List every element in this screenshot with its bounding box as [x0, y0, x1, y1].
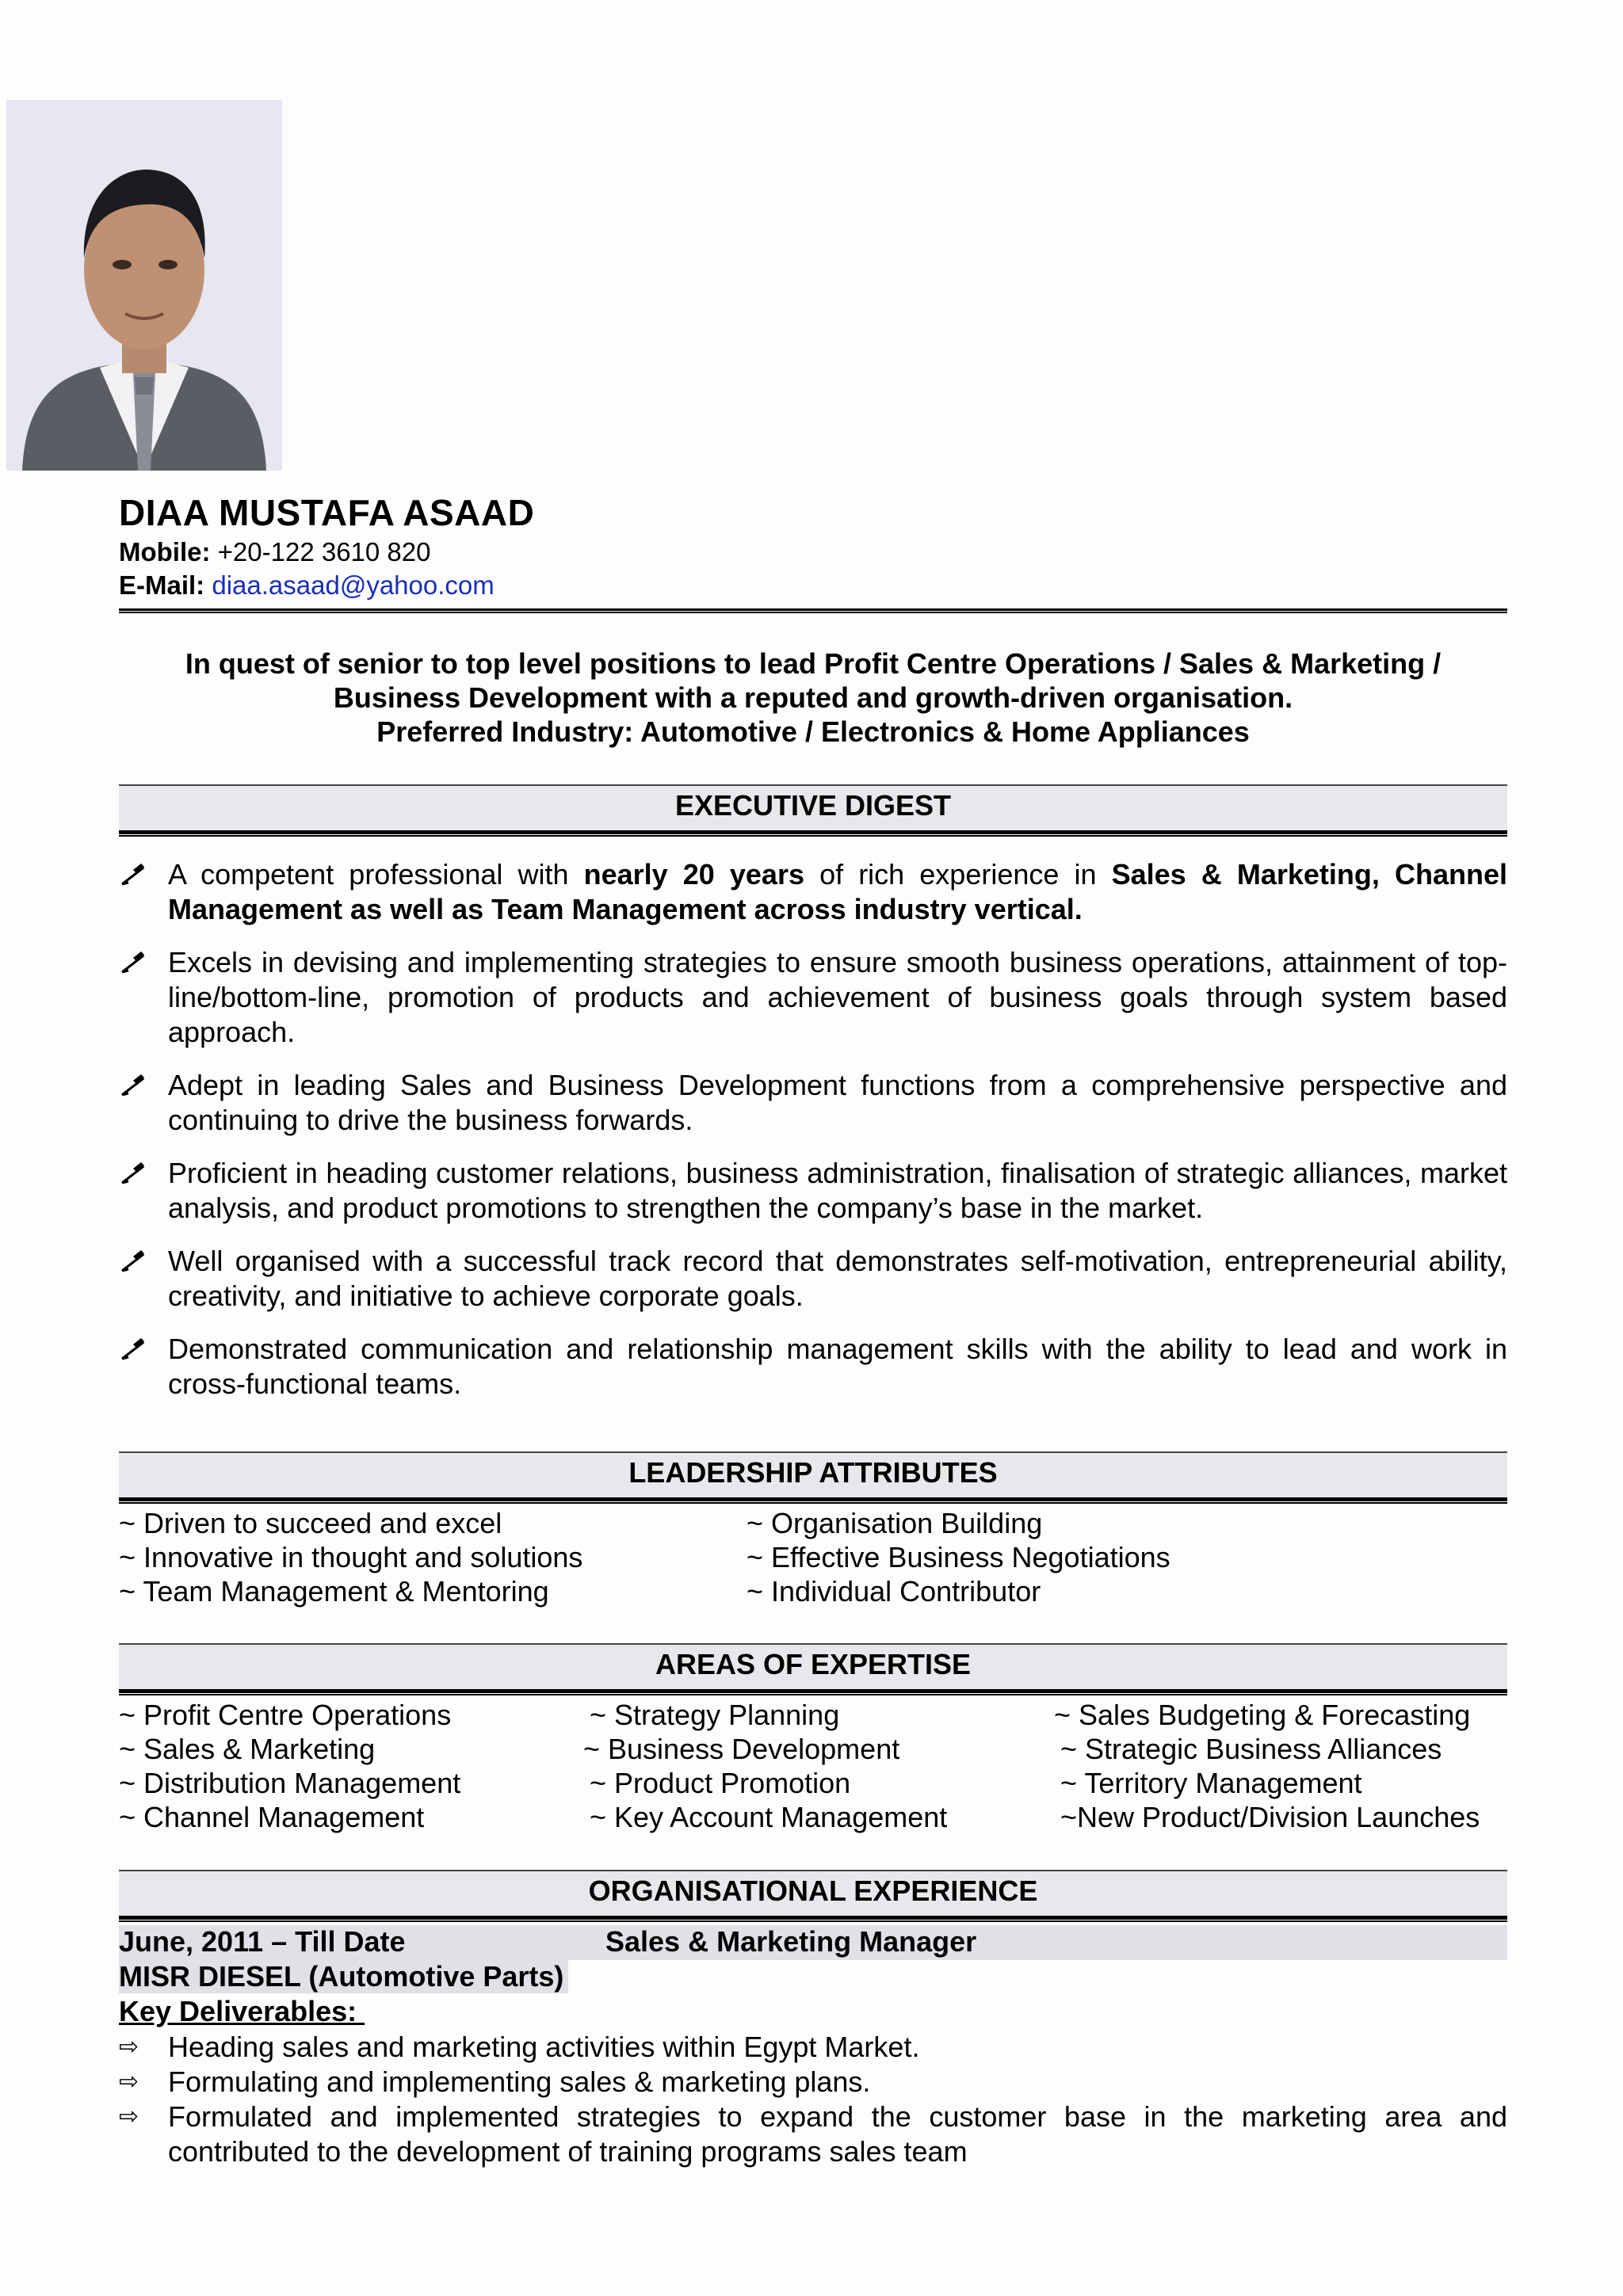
email-label: E-Mail: — [119, 570, 205, 600]
deliverable-item — [119, 2100, 1507, 2169]
section-title-expertise: AREAS OF EXPERTISE — [655, 1648, 972, 1680]
arrow-right-icon: ⇨ — [119, 2034, 139, 2060]
expertise-item: ~ Sales Budgeting & Forecasting — [1054, 1699, 1471, 1731]
digest-text: of rich experience in — [804, 858, 1112, 891]
pen-bullet-icon — [119, 1335, 147, 1363]
expertise-item: ~ Product Promotion — [590, 1767, 851, 1799]
expertise-item: ~ Key Account Management — [590, 1801, 948, 1833]
expertise-item: ~ Strategic Business Alliances — [1060, 1733, 1442, 1765]
digest-text: A competent professional with — [168, 858, 584, 891]
email-line — [119, 570, 495, 601]
section-divider — [119, 1916, 1507, 1922]
digest-item — [119, 1156, 1507, 1226]
digest-item — [119, 857, 1507, 927]
job-role: Sales & Marketing Manager — [605, 1925, 977, 1958]
section-title-leadership: LEADERSHIP ATTRIBUTES — [628, 1456, 998, 1489]
deliverable-text: Formulating and implementing sales & marketing plans. — [168, 2065, 871, 2098]
pen-bullet-icon — [119, 860, 147, 889]
pen-bullet-icon — [119, 1159, 147, 1188]
digest-item — [119, 1332, 1507, 1402]
mobile-label: Mobile: — [119, 537, 211, 566]
mobile-number: +20-122 3610 820 — [217, 537, 431, 566]
leadership-attribute: ~ Effective Business Negotiations — [747, 1541, 1170, 1573]
section-title-executive-digest: EXECUTIVE DIGEST — [674, 789, 952, 822]
digest-text: Excels in devising and implementing strategies to ensure smooth business operations, attainment of top-line/bottom-line, promotion of products and achievement of business goals through system based approach. — [168, 946, 1507, 1048]
job-period: June, 2011 – Till Date — [119, 1925, 406, 1958]
profile-photo — [6, 100, 282, 471]
arrow-right-icon: ⇨ — [119, 2069, 139, 2095]
digest-text: Proficient in heading customer relations, business administration, finalisation of strategic alliances, market analysis, and product promotions to strengthen the company’s base in the market. — [168, 1157, 1507, 1224]
email-link[interactable]: diaa.asaad@yahoo.com — [212, 570, 495, 600]
mobile-line — [119, 537, 431, 567]
deliverable-text: Heading sales and marketing activities within Egypt Market. — [168, 2031, 920, 2063]
expertise-item: ~ Strategy Planning — [590, 1699, 840, 1731]
deliverable-item — [119, 2065, 1507, 2100]
expertise-item: ~New Product/Division Launches — [1060, 1801, 1480, 1833]
digest-highlight: nearly 20 years — [583, 858, 804, 891]
digest-highlight: Sales & Marketing, Channel Management as well as Team Management across industry vertical. — [168, 858, 1507, 925]
digest-item — [119, 945, 1507, 1050]
leadership-attribute: ~ Innovative in thought and solutions — [119, 1541, 583, 1573]
pen-bullet-icon — [119, 1247, 147, 1276]
digest-text: Demonstrated communication and relationship management skills with the ability to lead and work in cross-functional teams. — [168, 1333, 1507, 1400]
key-deliverables-heading: Key Deliverables: — [119, 1995, 365, 2027]
objective-line: Preferred Industry: Automotive / Electronics & Home Appliances — [376, 715, 1250, 748]
leadership-attribute: ~ Driven to succeed and excel — [119, 1507, 502, 1539]
expertise-item: ~ Distribution Management — [119, 1767, 461, 1799]
leadership-attribute: ~ Team Management & Mentoring — [119, 1575, 549, 1608]
objective-line: In quest of senior to top level positions to lead Profit Centre Operations / Sales & Marketing / — [185, 647, 1442, 680]
objective-line: Business Development with a reputed and growth-driven organisation. — [333, 681, 1293, 714]
digest-text: Adept in leading Sales and Business Development functions from a comprehensive perspective and continuing to drive the business forwards. — [168, 1069, 1507, 1136]
leadership-attribute: ~ Organisation Building — [747, 1507, 1043, 1539]
leadership-attribute: ~ Individual Contributor — [747, 1575, 1041, 1608]
deliverable-item — [119, 2030, 1507, 2065]
pen-bullet-icon — [119, 1071, 147, 1100]
section-divider — [119, 830, 1507, 837]
expertise-item: ~ Territory Management — [1060, 1767, 1362, 1799]
deliverable-text: Formulated and implemented strategies to expand the customer base in the marketing area and contributed to the development of training programs sales team — [168, 2100, 1507, 2168]
candidate-name: DIAA MUSTAFA ASAAD — [119, 492, 535, 533]
career-objective — [119, 646, 1507, 749]
expertise-item: ~ Channel Management — [119, 1801, 425, 1833]
header-divider — [119, 608, 1507, 613]
pen-bullet-icon — [119, 948, 147, 977]
digest-text: Well organised with a successful track record that demonstrates self-motivation, entrepreneurial ability, creativity, and initiative to achieve corporate goals. — [168, 1245, 1507, 1312]
expertise-item: ~ Sales & Marketing — [119, 1733, 376, 1765]
section-divider — [119, 1497, 1507, 1504]
expertise-item: ~ Business Development — [583, 1733, 900, 1765]
company-name: MISR DIESEL (Automotive Parts) — [119, 1960, 568, 1993]
section-divider — [119, 1689, 1507, 1695]
digest-item — [119, 1244, 1507, 1314]
expertise-item: ~ Profit Centre Operations — [119, 1699, 452, 1731]
arrow-right-icon: ⇨ — [119, 2103, 139, 2130]
section-title-experience: ORGANISATIONAL EXPERIENCE — [588, 1875, 1038, 1907]
digest-item — [119, 1068, 1507, 1138]
